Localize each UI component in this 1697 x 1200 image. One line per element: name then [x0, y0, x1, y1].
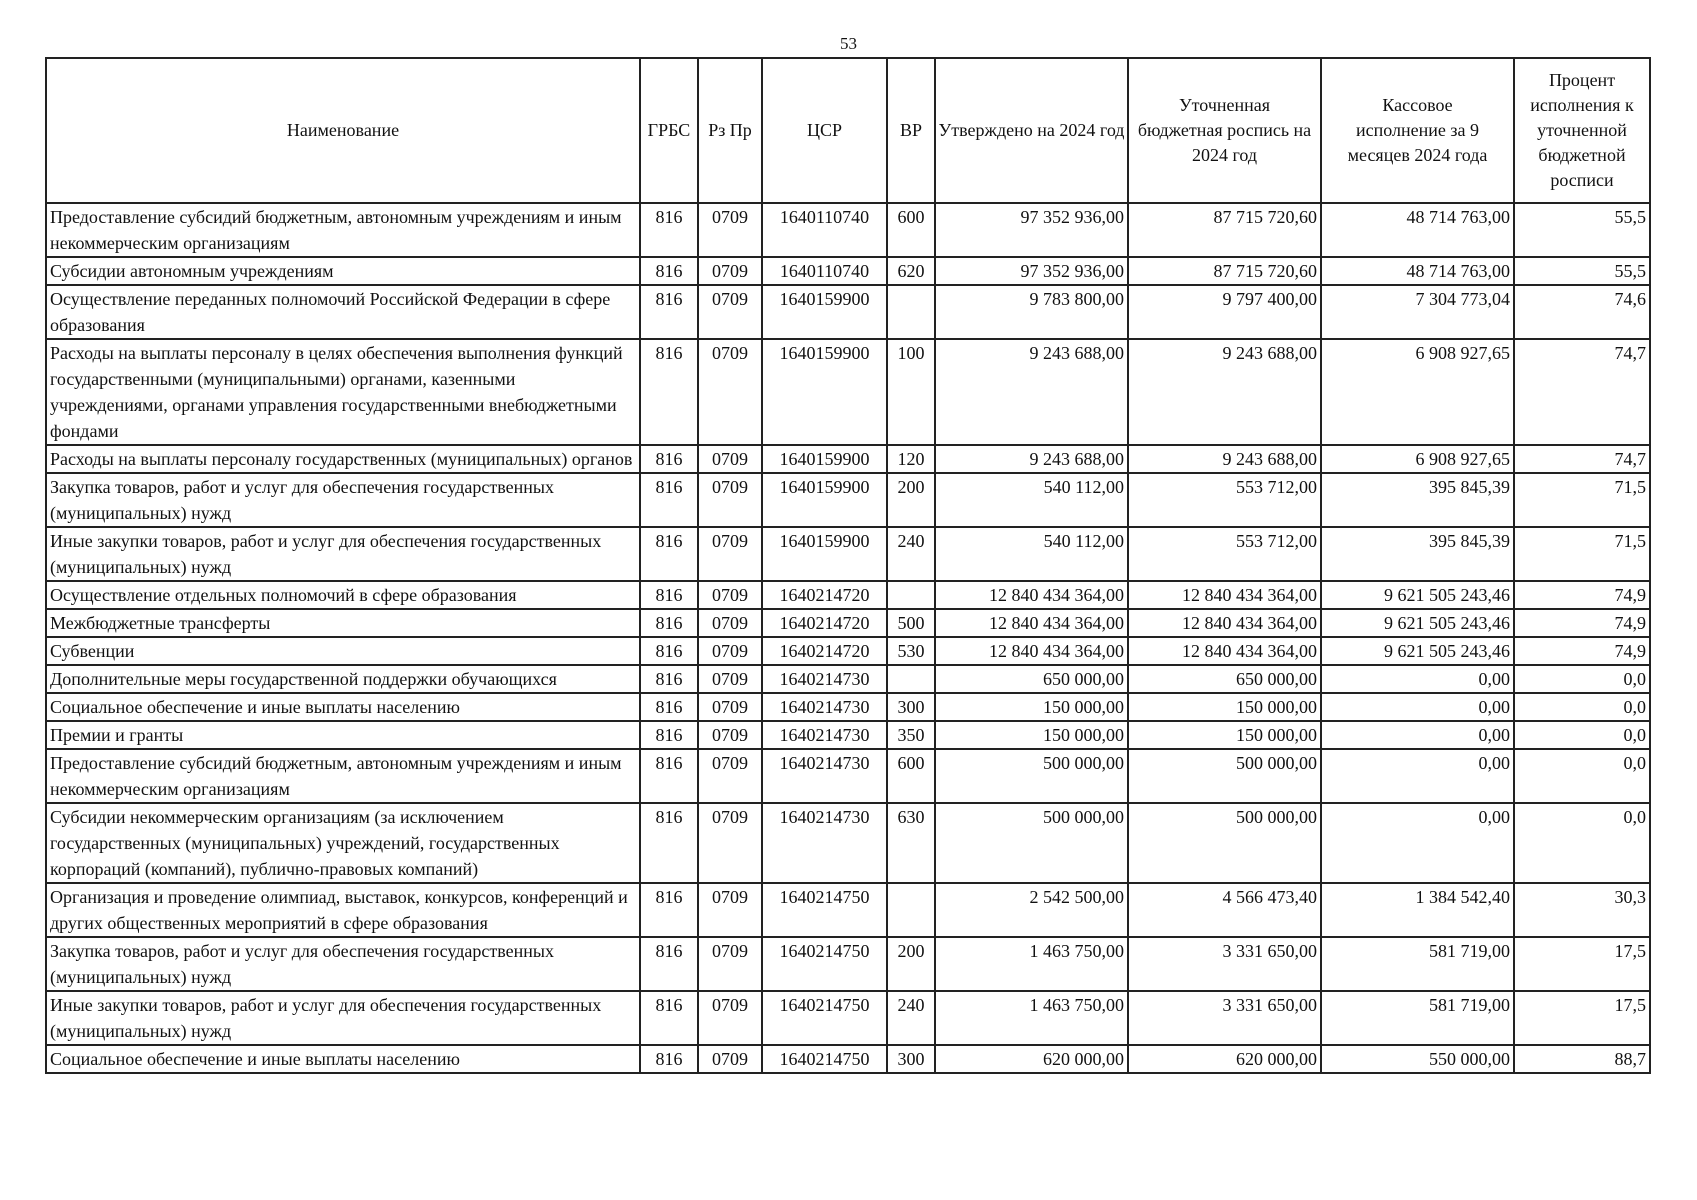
cell-grbs: 816	[640, 285, 698, 339]
cell-executed: 550 000,00	[1321, 1045, 1514, 1073]
cell-name: Межбюджетные трансферты	[46, 609, 640, 637]
cell-executed: 0,00	[1321, 693, 1514, 721]
header-rzpr: Рз Пр	[698, 58, 762, 203]
cell-percent: 17,5	[1514, 937, 1650, 991]
header-percent: Процент исполнения к уточненной бюджетной росписи	[1514, 58, 1650, 203]
cell-name: Предоставление субсидий бюджетным, автономным учреждениям и иным некоммерческим организациям	[46, 749, 640, 803]
table-row	[46, 991, 1650, 1045]
cell-percent: 71,5	[1514, 527, 1650, 581]
cell-rzpr: 0709	[698, 803, 762, 883]
cell-vr: 600	[887, 749, 935, 803]
header-executed: Кассовое исполнение за 9 месяцев 2024 года	[1321, 58, 1514, 203]
header-grbs: ГРБС	[640, 58, 698, 203]
cell-vr: 300	[887, 1045, 935, 1073]
cell-csr: 1640214750	[762, 1045, 887, 1073]
cell-vr: 350	[887, 721, 935, 749]
cell-csr: 1640214730	[762, 749, 887, 803]
cell-grbs: 816	[640, 581, 698, 609]
table-header-row	[46, 58, 1650, 203]
cell-percent: 0,0	[1514, 693, 1650, 721]
cell-vr: 240	[887, 991, 935, 1045]
cell-specified: 4 566 473,40	[1128, 883, 1321, 937]
cell-csr: 1640159900	[762, 445, 887, 473]
table-row	[46, 637, 1650, 665]
cell-name: Субвенции	[46, 637, 640, 665]
cell-csr: 1640214720	[762, 609, 887, 637]
cell-csr: 1640214730	[762, 665, 887, 693]
cell-rzpr: 0709	[698, 937, 762, 991]
cell-grbs: 816	[640, 883, 698, 937]
cell-percent: 71,5	[1514, 473, 1650, 527]
cell-specified: 500 000,00	[1128, 749, 1321, 803]
cell-specified: 150 000,00	[1128, 693, 1321, 721]
table-row	[46, 339, 1650, 445]
cell-vr: 200	[887, 937, 935, 991]
cell-vr: 300	[887, 693, 935, 721]
cell-specified: 3 331 650,00	[1128, 991, 1321, 1045]
cell-vr	[887, 665, 935, 693]
cell-percent: 74,6	[1514, 285, 1650, 339]
cell-specified: 553 712,00	[1128, 473, 1321, 527]
cell-executed: 0,00	[1321, 665, 1514, 693]
cell-vr	[887, 285, 935, 339]
cell-rzpr: 0709	[698, 257, 762, 285]
cell-approved: 9 783 800,00	[935, 285, 1128, 339]
cell-rzpr: 0709	[698, 991, 762, 1045]
table-row	[46, 473, 1650, 527]
cell-csr: 1640110740	[762, 203, 887, 257]
cell-vr: 120	[887, 445, 935, 473]
cell-name: Предоставление субсидий бюджетным, автономным учреждениям и иным некоммерческим организациям	[46, 203, 640, 257]
cell-grbs: 816	[640, 665, 698, 693]
table-row	[46, 803, 1650, 883]
page-number: 53	[840, 34, 857, 53]
cell-executed: 9 621 505 243,46	[1321, 637, 1514, 665]
cell-executed: 48 714 763,00	[1321, 257, 1514, 285]
cell-percent: 74,9	[1514, 581, 1650, 609]
cell-csr: 1640214720	[762, 637, 887, 665]
cell-name: Премии и гранты	[46, 721, 640, 749]
table-row	[46, 581, 1650, 609]
cell-name: Иные закупки товаров, работ и услуг для обеспечения государственных (муниципальных) нужд	[46, 991, 640, 1045]
cell-approved: 540 112,00	[935, 527, 1128, 581]
cell-csr: 1640159900	[762, 339, 887, 445]
cell-approved: 500 000,00	[935, 749, 1128, 803]
cell-name: Расходы на выплаты персоналу государственных (муниципальных) органов	[46, 445, 640, 473]
cell-specified: 150 000,00	[1128, 721, 1321, 749]
cell-percent: 0,0	[1514, 665, 1650, 693]
cell-approved: 620 000,00	[935, 1045, 1128, 1073]
cell-executed: 581 719,00	[1321, 937, 1514, 991]
cell-name: Расходы на выплаты персоналу в целях обеспечения выполнения функций государственными (муниципальными) органами, казенными учреждениями, органами управления государственными внебюджетными фондами	[46, 339, 640, 445]
cell-rzpr: 0709	[698, 581, 762, 609]
cell-percent: 74,9	[1514, 637, 1650, 665]
cell-grbs: 816	[640, 445, 698, 473]
cell-grbs: 816	[640, 693, 698, 721]
cell-grbs: 816	[640, 257, 698, 285]
cell-grbs: 816	[640, 609, 698, 637]
header-csr: ЦСР	[762, 58, 887, 203]
cell-vr: 530	[887, 637, 935, 665]
cell-specified: 620 000,00	[1128, 1045, 1321, 1073]
cell-rzpr: 0709	[698, 285, 762, 339]
table-row	[46, 665, 1650, 693]
budget-execution-table	[45, 57, 1651, 1074]
cell-specified: 9 243 688,00	[1128, 339, 1321, 445]
table-row	[46, 693, 1650, 721]
cell-rzpr: 0709	[698, 665, 762, 693]
cell-vr: 600	[887, 203, 935, 257]
cell-vr: 240	[887, 527, 935, 581]
cell-rzpr: 0709	[698, 693, 762, 721]
cell-csr: 1640214730	[762, 803, 887, 883]
cell-csr: 1640214730	[762, 693, 887, 721]
cell-vr: 620	[887, 257, 935, 285]
cell-executed: 395 845,39	[1321, 473, 1514, 527]
cell-specified: 12 840 434 364,00	[1128, 637, 1321, 665]
cell-executed: 0,00	[1321, 803, 1514, 883]
cell-approved: 12 840 434 364,00	[935, 581, 1128, 609]
table-row	[46, 883, 1650, 937]
cell-csr: 1640214730	[762, 721, 887, 749]
cell-approved: 650 000,00	[935, 665, 1128, 693]
cell-vr	[887, 883, 935, 937]
cell-executed: 395 845,39	[1321, 527, 1514, 581]
cell-vr: 200	[887, 473, 935, 527]
cell-specified: 650 000,00	[1128, 665, 1321, 693]
cell-approved: 1 463 750,00	[935, 937, 1128, 991]
cell-executed: 48 714 763,00	[1321, 203, 1514, 257]
table-row	[46, 203, 1650, 257]
cell-csr: 1640214750	[762, 883, 887, 937]
cell-percent: 88,7	[1514, 1045, 1650, 1073]
cell-name: Социальное обеспечение и иные выплаты населению	[46, 1045, 640, 1073]
cell-grbs: 816	[640, 937, 698, 991]
table-row	[46, 749, 1650, 803]
cell-name: Организация и проведение олимпиад, выставок, конкурсов, конференций и других общественных мероприятий в сфере образования	[46, 883, 640, 937]
cell-grbs: 816	[640, 1045, 698, 1073]
cell-percent: 55,5	[1514, 257, 1650, 285]
cell-percent: 0,0	[1514, 803, 1650, 883]
cell-csr: 1640159900	[762, 285, 887, 339]
cell-specified: 3 331 650,00	[1128, 937, 1321, 991]
cell-executed: 6 908 927,65	[1321, 339, 1514, 445]
cell-executed: 7 304 773,04	[1321, 285, 1514, 339]
cell-percent: 17,5	[1514, 991, 1650, 1045]
table-row	[46, 285, 1650, 339]
cell-specified: 500 000,00	[1128, 803, 1321, 883]
cell-rzpr: 0709	[698, 883, 762, 937]
cell-approved: 97 352 936,00	[935, 257, 1128, 285]
table-row	[46, 721, 1650, 749]
cell-approved: 150 000,00	[935, 721, 1128, 749]
cell-specified: 12 840 434 364,00	[1128, 609, 1321, 637]
cell-approved: 9 243 688,00	[935, 445, 1128, 473]
cell-executed: 9 621 505 243,46	[1321, 609, 1514, 637]
table-row	[46, 1045, 1650, 1073]
cell-specified: 87 715 720,60	[1128, 257, 1321, 285]
cell-executed: 6 908 927,65	[1321, 445, 1514, 473]
cell-approved: 540 112,00	[935, 473, 1128, 527]
cell-grbs: 816	[640, 803, 698, 883]
cell-csr: 1640214750	[762, 937, 887, 991]
cell-approved: 2 542 500,00	[935, 883, 1128, 937]
cell-rzpr: 0709	[698, 721, 762, 749]
cell-grbs: 816	[640, 991, 698, 1045]
header-specified: Уточненная бюджетная роспись на 2024 год	[1128, 58, 1321, 203]
cell-grbs: 816	[640, 637, 698, 665]
table-row	[46, 445, 1650, 473]
cell-csr: 1640159900	[762, 473, 887, 527]
header-approved: Утверждено на 2024 год	[935, 58, 1128, 203]
cell-name: Иные закупки товаров, работ и услуг для обеспечения государственных (муниципальных) нужд	[46, 527, 640, 581]
cell-rzpr: 0709	[698, 473, 762, 527]
header-vr: ВР	[887, 58, 935, 203]
cell-rzpr: 0709	[698, 1045, 762, 1073]
cell-name: Дополнительные меры государственной поддержки обучающихся	[46, 665, 640, 693]
cell-vr: 630	[887, 803, 935, 883]
cell-name: Социальное обеспечение и иные выплаты населению	[46, 693, 640, 721]
cell-approved: 150 000,00	[935, 693, 1128, 721]
cell-name: Закупка товаров, работ и услуг для обеспечения государственных (муниципальных) нужд	[46, 473, 640, 527]
cell-specified: 9 243 688,00	[1128, 445, 1321, 473]
cell-percent: 74,7	[1514, 445, 1650, 473]
cell-rzpr: 0709	[698, 609, 762, 637]
cell-grbs: 816	[640, 749, 698, 803]
table-row	[46, 257, 1650, 285]
cell-grbs: 816	[640, 339, 698, 445]
cell-grbs: 816	[640, 721, 698, 749]
cell-specified: 9 797 400,00	[1128, 285, 1321, 339]
cell-vr	[887, 581, 935, 609]
cell-grbs: 816	[640, 473, 698, 527]
cell-approved: 1 463 750,00	[935, 991, 1128, 1045]
cell-executed: 9 621 505 243,46	[1321, 581, 1514, 609]
cell-executed: 0,00	[1321, 721, 1514, 749]
cell-percent: 0,0	[1514, 749, 1650, 803]
cell-percent: 0,0	[1514, 721, 1650, 749]
cell-name: Субсидии автономным учреждениям	[46, 257, 640, 285]
cell-name: Субсидии некоммерческим организациям (за исключением государственных (муниципальных) учреждений, государственных корпораций (компаний), публично-правовых компаний)	[46, 803, 640, 883]
cell-csr: 1640159900	[762, 527, 887, 581]
cell-specified: 12 840 434 364,00	[1128, 581, 1321, 609]
cell-executed: 1 384 542,40	[1321, 883, 1514, 937]
cell-vr: 100	[887, 339, 935, 445]
table-body	[46, 203, 1650, 1073]
cell-approved: 97 352 936,00	[935, 203, 1128, 257]
cell-grbs: 816	[640, 203, 698, 257]
cell-executed: 0,00	[1321, 749, 1514, 803]
cell-name: Осуществление переданных полномочий Российской Федерации в сфере образования	[46, 285, 640, 339]
cell-csr: 1640214720	[762, 581, 887, 609]
cell-rzpr: 0709	[698, 203, 762, 257]
cell-name: Осуществление отдельных полномочий в сфере образования	[46, 581, 640, 609]
cell-percent: 55,5	[1514, 203, 1650, 257]
cell-rzpr: 0709	[698, 339, 762, 445]
cell-executed: 581 719,00	[1321, 991, 1514, 1045]
cell-percent: 74,7	[1514, 339, 1650, 445]
cell-rzpr: 0709	[698, 445, 762, 473]
cell-name: Закупка товаров, работ и услуг для обеспечения государственных (муниципальных) нужд	[46, 937, 640, 991]
cell-approved: 9 243 688,00	[935, 339, 1128, 445]
cell-percent: 30,3	[1514, 883, 1650, 937]
table-row	[46, 937, 1650, 991]
table-row	[46, 609, 1650, 637]
header-name: Наименование	[46, 58, 640, 203]
cell-csr: 1640214750	[762, 991, 887, 1045]
cell-grbs: 816	[640, 527, 698, 581]
cell-csr: 1640110740	[762, 257, 887, 285]
cell-approved: 12 840 434 364,00	[935, 637, 1128, 665]
cell-rzpr: 0709	[698, 637, 762, 665]
cell-vr: 500	[887, 609, 935, 637]
cell-approved: 12 840 434 364,00	[935, 609, 1128, 637]
cell-percent: 74,9	[1514, 609, 1650, 637]
cell-rzpr: 0709	[698, 749, 762, 803]
cell-approved: 500 000,00	[935, 803, 1128, 883]
cell-specified: 553 712,00	[1128, 527, 1321, 581]
table-row	[46, 527, 1650, 581]
cell-specified: 87 715 720,60	[1128, 203, 1321, 257]
cell-rzpr: 0709	[698, 527, 762, 581]
